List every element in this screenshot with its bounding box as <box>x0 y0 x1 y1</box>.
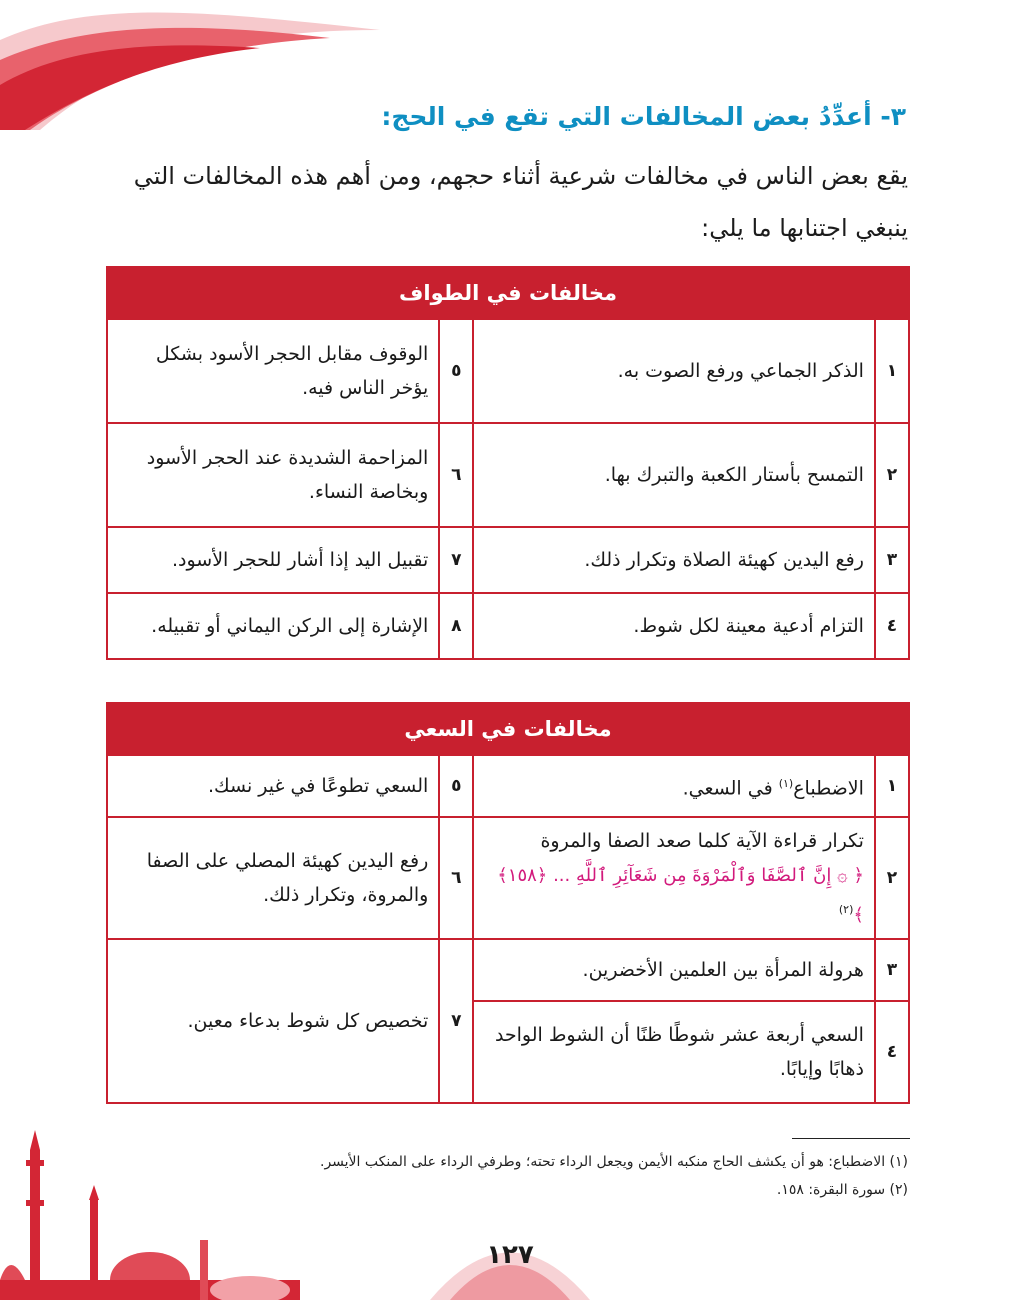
footnote-ref: (١) <box>778 776 794 790</box>
item-text-end: في السعي. <box>682 777 779 800</box>
item-number: ٤ <box>875 1001 909 1103</box>
footnote-2: (٢) سورة البقرة: ١٥٨. <box>776 1182 908 1198</box>
item-text: هرولة المرأة بين العلمين الأخضرين. <box>473 939 875 1001</box>
item-number: ٥ <box>439 319 473 423</box>
tawaf-violations-table <box>106 266 910 660</box>
item-text-main: الاضطباع <box>793 777 864 800</box>
saee-violations-table <box>106 702 910 1104</box>
item-number: ٧ <box>439 527 473 593</box>
table-row <box>107 817 909 939</box>
table-row <box>107 939 909 1001</box>
footnotes <box>88 1148 908 1204</box>
quran-verse: ﴿ ۞ إِنَّ ٱلصَّفَا وَٱلْمَرْوَةَ مِن شَعَآئِرِ ٱللَّهِ ... ﴿١٥٨﴾ ﴾ <box>497 865 864 926</box>
table-row <box>107 755 909 817</box>
item-number: ٤ <box>875 593 909 659</box>
item-text <box>473 817 875 939</box>
table-row <box>107 319 909 423</box>
item-number: ١ <box>875 319 909 423</box>
item-text: الإشارة إلى الركن اليماني أو تقبيله. <box>107 593 439 659</box>
footnote-ref: (٢) <box>838 903 854 916</box>
item-text: تخصيص كل شوط بدعاء معين. <box>107 939 439 1103</box>
item-text: رفع اليدين كهيئة المصلي على الصفا والمروة، وتكرار ذلك. <box>107 817 439 939</box>
item-text: المزاحمة الشديدة عند الحجر الأسود وبخاصة النساء. <box>107 423 439 527</box>
item-text <box>473 755 875 817</box>
item-text-main: تكرار قراءة الآية كلما صعد الصفا والمروة <box>540 830 864 852</box>
intro-paragraph: يقع بعض الناس في مخالفات شرعية أثناء حجهم، ومن أهم هذه المخالفات التي ينبغي اجتنابها ما يلي: <box>133 162 908 242</box>
item-number: ٨ <box>439 593 473 659</box>
item-text: تقبيل اليد إذا أشار للحجر الأسود. <box>107 527 439 593</box>
item-text: الذكر الجماعي ورفع الصوت به. <box>473 319 875 423</box>
item-number: ٧ <box>439 939 473 1103</box>
item-number: ١ <box>875 755 909 817</box>
footnote-1: (١) الاضطباع: هو أن يكشف الحاج منكبه الأيمن ويجعل الرداء تحته؛ وطرفي الرداء على المنكب الأيسر. <box>320 1154 908 1170</box>
item-number: ٢ <box>875 817 909 939</box>
item-number: ٦ <box>439 817 473 939</box>
item-text: الوقوف مقابل الحجر الأسود بشكل يؤخر الناس فيه. <box>107 319 439 423</box>
section-heading: ٣- أعدِّدُ بعض المخالفات التي تقع في الحج: <box>381 102 906 131</box>
table-row <box>107 423 909 527</box>
item-number: ٥ <box>439 755 473 817</box>
item-text: التمسح بأستار الكعبة والتبرك بها. <box>473 423 875 527</box>
footnote-separator <box>792 1138 910 1139</box>
saee-table-title: مخالفات في السعي <box>107 703 909 755</box>
table-row <box>107 527 909 593</box>
item-number: ٣ <box>875 527 909 593</box>
item-number: ٣ <box>875 939 909 1001</box>
item-text: السعي تطوعًا في غير نسك. <box>107 755 439 817</box>
tawaf-table-title: مخالفات في الطواف <box>107 267 909 319</box>
table-row <box>107 593 909 659</box>
item-text: السعي أربعة عشر شوطًا ظنًا أن الشوط الواحد ذهابًا وإيابًا. <box>473 1001 875 1103</box>
item-text: التزام أدعية معينة لكل شوط. <box>473 593 875 659</box>
item-text: رفع اليدين كهيئة الصلاة وتكرار ذلك. <box>473 527 875 593</box>
page-number: ١٢٧ <box>486 1240 534 1270</box>
item-number: ٦ <box>439 423 473 527</box>
item-number: ٢ <box>875 423 909 527</box>
